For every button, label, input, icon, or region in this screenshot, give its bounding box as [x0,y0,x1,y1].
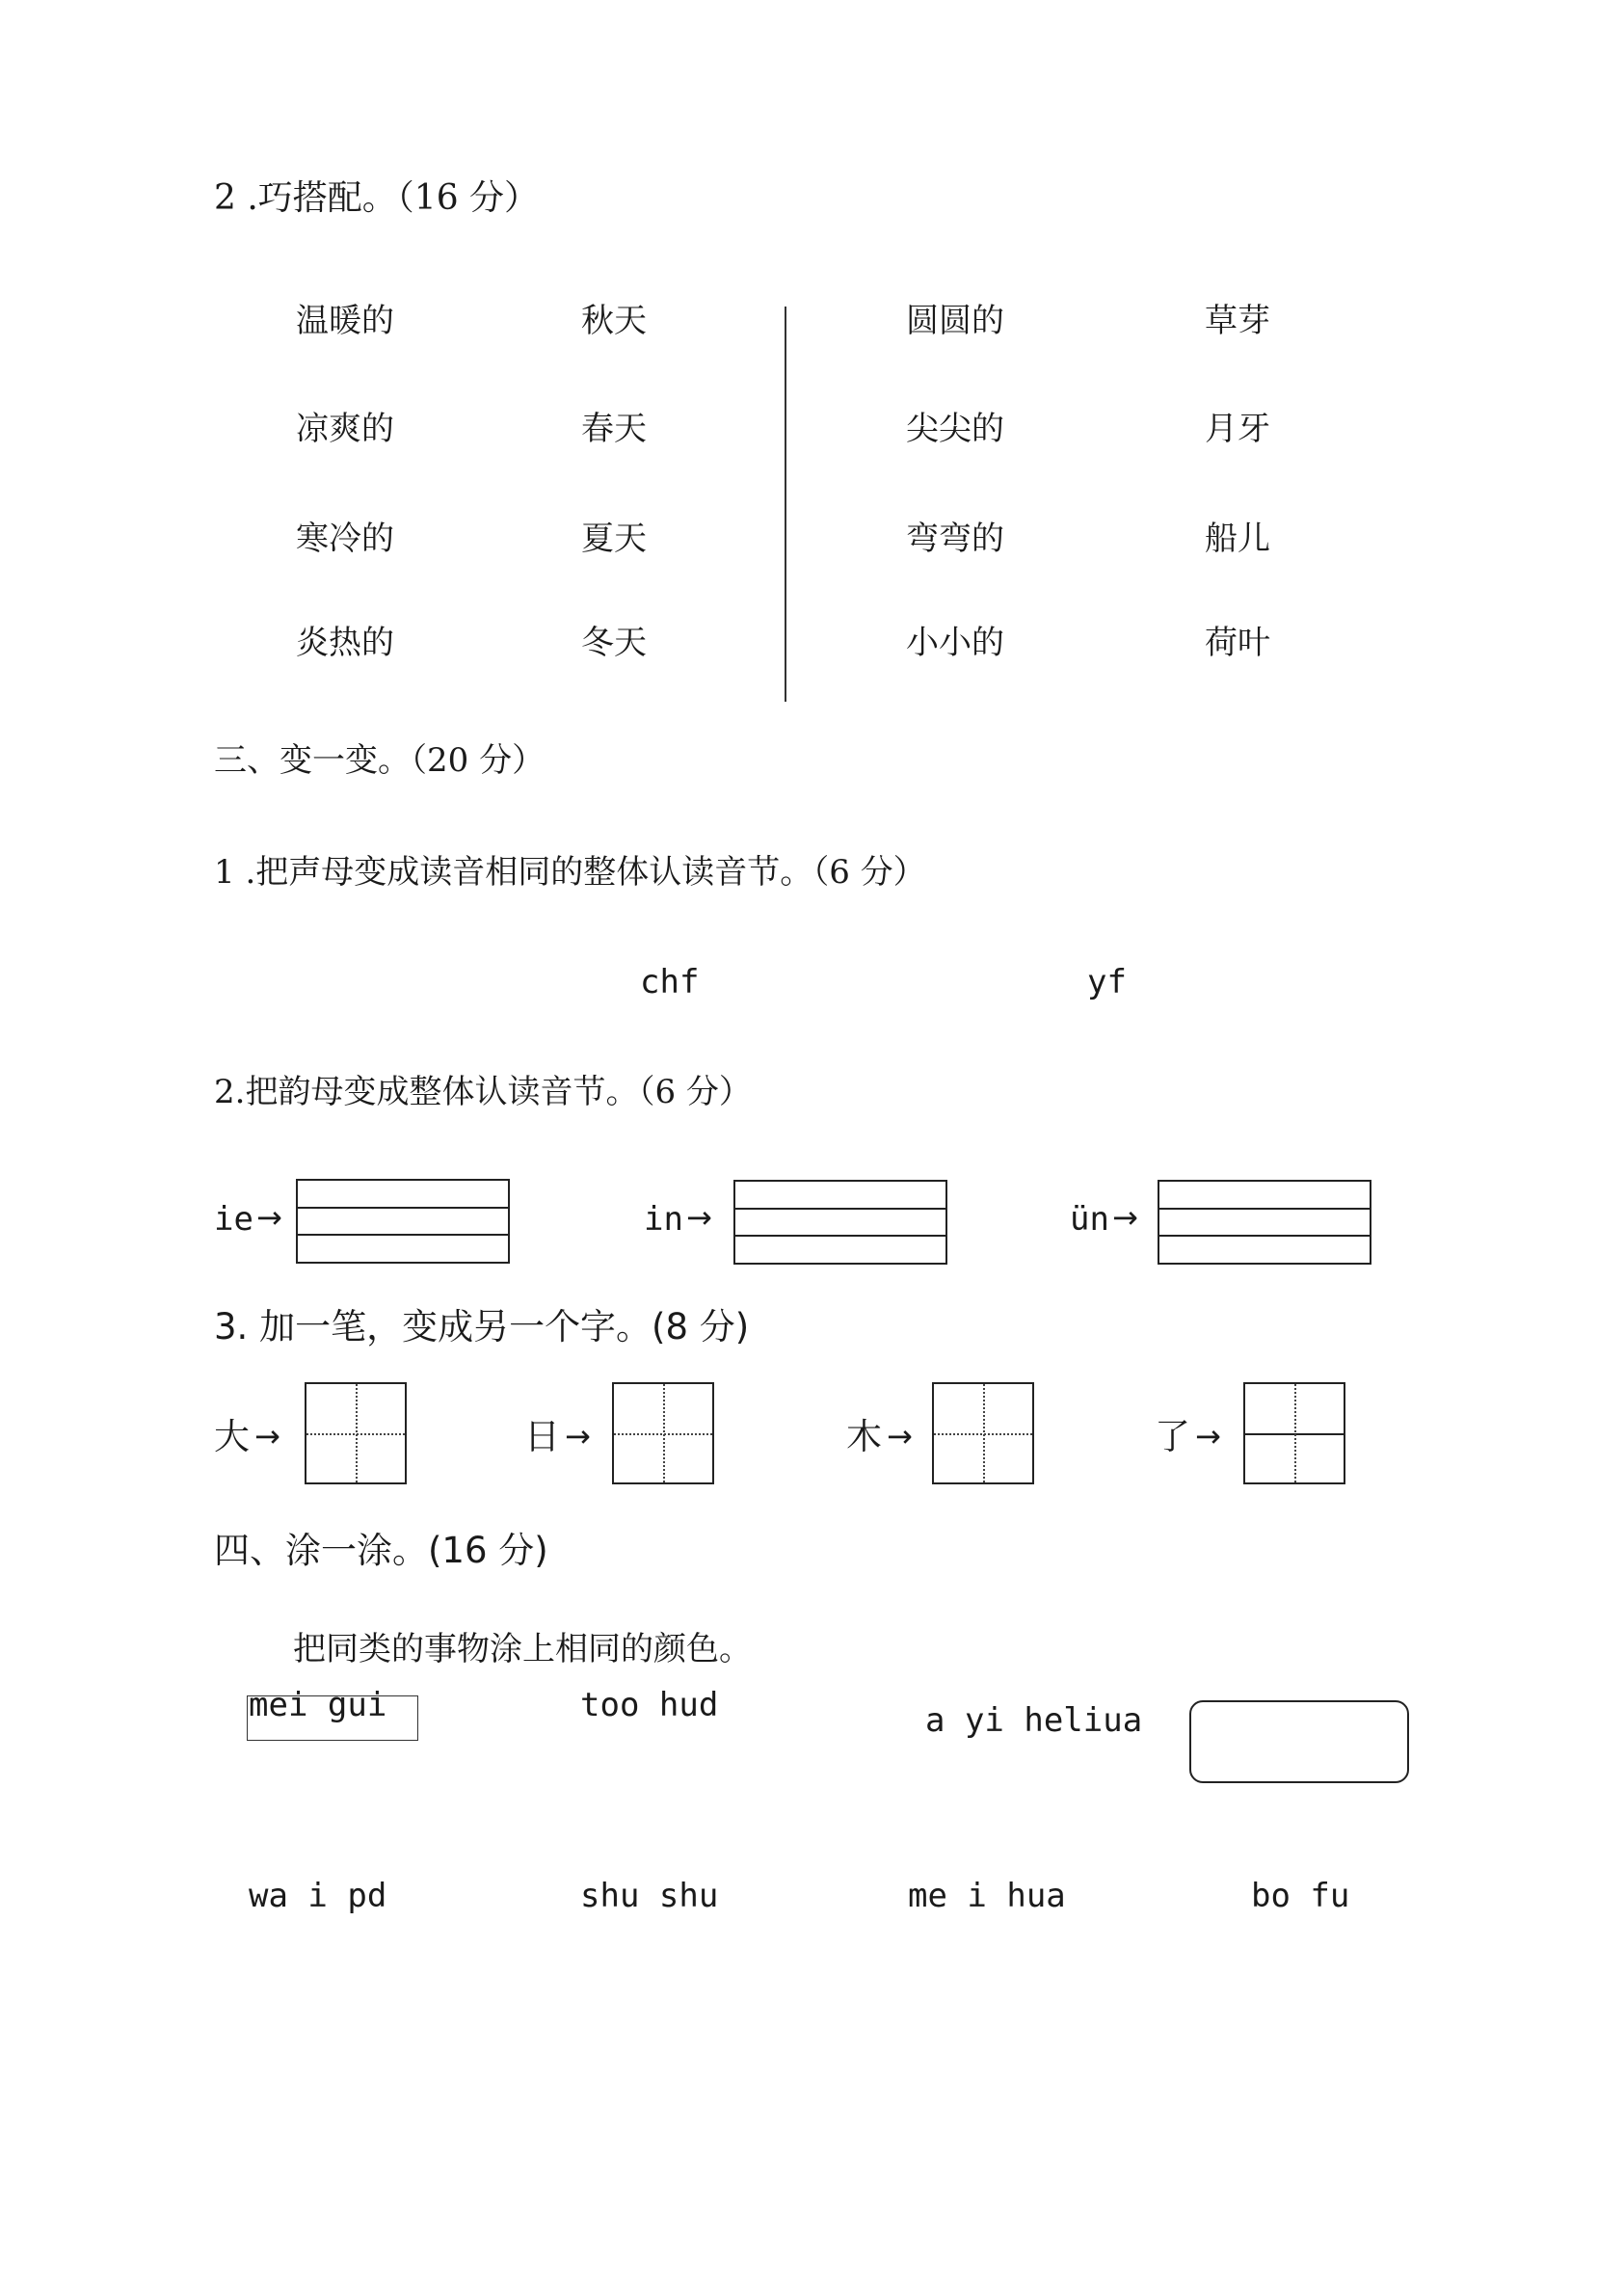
q2-item-in: in [644,1200,683,1239]
match-right-b-2: 月牙 [1205,410,1270,448]
match-right-b-4: 荷叶 [1205,624,1270,662]
match-right-a-4: 小小的 [906,624,1004,662]
match-right-b-1: 草芽 [1205,302,1270,340]
arrow-icon: → [1112,1199,1138,1236]
item-wa-i-pd: wa i pd [249,1877,387,1915]
q2-title: 2.把韵母变成整体认读音节。（6 分） [214,1073,752,1111]
item-a-yi-heliua: a yi heliua [925,1701,1143,1740]
tian-zi-ge-box[interactable] [1243,1382,1345,1484]
section-4-title: 四、涂一涂。(16 分) [214,1530,548,1571]
rounded-box[interactable] [1189,1700,1409,1783]
match-left-b-1: 秋天 [581,302,647,340]
match-divider [785,307,786,702]
item-me-i-hua: me i hua [908,1877,1066,1915]
pinyin-writing-box[interactable] [1158,1180,1371,1265]
section-3-title: 三、变一变。（20 分） [214,741,546,780]
q1-item-chf: chf [640,963,700,1001]
item-bo-fu: bo fu [1251,1877,1350,1915]
match-left-a-3: 寒冷的 [296,520,394,558]
match-left-b-2: 春天 [581,410,647,448]
arrow-icon: → [1195,1418,1221,1454]
section-2-title: 2 .巧搭配。（16 分） [214,178,540,218]
item-too-hud: too hud [580,1686,719,1724]
match-right-a-1: 圆圆的 [906,302,1004,340]
q2-item-un: ün [1070,1200,1109,1239]
tian-zi-ge-box[interactable] [305,1382,407,1484]
arrow-icon: → [256,1199,282,1236]
item-shu-shu: shu shu [580,1877,719,1915]
match-left-a-2: 凉爽的 [296,410,394,448]
q3-char-ri: 日 [524,1416,560,1457]
match-right-a-2: 尖尖的 [906,410,1004,448]
arrow-icon: → [565,1418,591,1454]
q3-char-mu: 木 [846,1416,882,1457]
tian-zi-ge-box[interactable] [612,1382,714,1484]
section-4-instruction: 把同类的事物涂上相同的颜色。 [293,1630,752,1668]
match-left-a-1: 温暖的 [296,302,394,340]
arrow-icon: → [686,1199,712,1236]
q3-char-le: 了 [1155,1416,1190,1457]
q3-title: 3. 加一笔，变成另一个字。(8 分) [214,1306,750,1348]
match-right-b-3: 船儿 [1205,520,1270,558]
tian-zi-ge-box[interactable] [932,1382,1034,1484]
arrow-icon: → [254,1418,280,1454]
q3-char-da: 大 [214,1416,250,1457]
arrow-icon: → [887,1418,913,1454]
match-left-b-3: 夏天 [581,520,647,558]
match-left-a-4: 炎热的 [296,624,394,662]
match-right-a-3: 弯弯的 [906,520,1004,558]
q2-item-ie: ie [214,1200,253,1239]
pinyin-writing-box[interactable] [296,1179,510,1264]
q1-title: 1 .把声母变成读音相同的整体认读音节。（6 分） [214,853,926,892]
q1-item-yf: yf [1087,963,1127,1001]
pinyin-writing-box[interactable] [733,1180,947,1265]
item-mei-gui: mei gui [249,1686,387,1724]
match-left-b-4: 冬天 [581,624,647,662]
